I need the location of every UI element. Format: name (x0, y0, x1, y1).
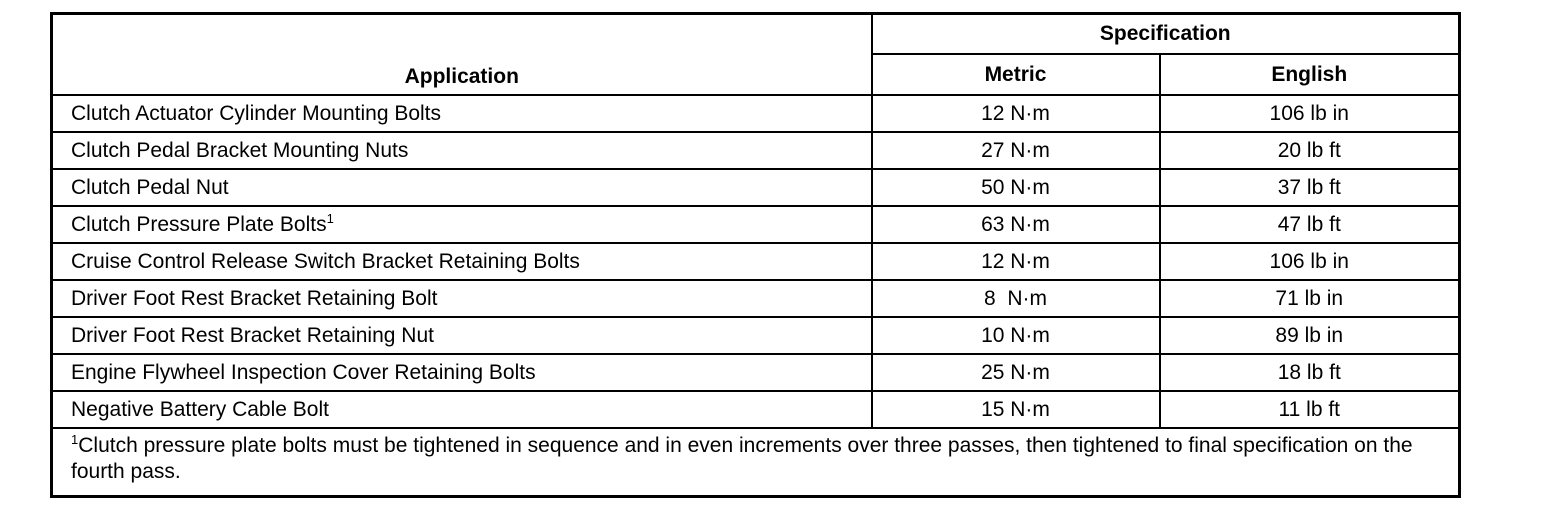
footnote-marker: 1 (326, 210, 334, 226)
english-cell: 11 lb ft (1160, 391, 1460, 428)
application-cell (52, 391, 872, 428)
metric-cell: 12 N·m (872, 95, 1160, 132)
application-cell (52, 132, 872, 169)
application-text: Negative Battery Cable Bolt (71, 397, 329, 421)
footnote-row (52, 428, 1460, 497)
application-cell (52, 169, 872, 206)
table-row (52, 391, 1460, 428)
english-column-header: English (1160, 54, 1460, 95)
metric-cell: 12 N·m (872, 243, 1160, 280)
table-row (52, 317, 1460, 354)
english-cell: 106 lb in (1160, 243, 1460, 280)
metric-cell: 8 N·m (872, 280, 1160, 317)
english-cell: 89 lb in (1160, 317, 1460, 354)
footnote-text: Clutch pressure plate bolts must be tightened in sequence and in even increments over three passes, then tightened to final specification on the fourth pass. (71, 434, 1413, 484)
application-text: Clutch Pedal Bracket Mounting Nuts (71, 138, 409, 162)
table-row (52, 132, 1460, 169)
footnote-marker: 1 (71, 432, 79, 447)
application-text: Clutch Actuator Cylinder Mounting Bolts (71, 101, 442, 125)
table-row (52, 243, 1460, 280)
specification-group-header: Specification (872, 14, 1460, 54)
application-text: Driver Foot Rest Bracket Retaining Bolt (71, 286, 438, 310)
metric-column-header: Metric (872, 54, 1160, 95)
metric-cell: 50 N·m (872, 169, 1160, 206)
table-row (52, 169, 1460, 206)
english-cell: 18 lb ft (1160, 354, 1460, 391)
application-cell (52, 206, 872, 243)
english-cell: 47 lb ft (1160, 206, 1460, 243)
application-text: Clutch Pedal Nut (71, 175, 229, 199)
application-cell (52, 280, 872, 317)
english-cell: 106 lb in (1160, 95, 1460, 132)
metric-cell: 27 N·m (872, 132, 1160, 169)
application-text: Clutch Pressure Plate Bolts (71, 212, 327, 236)
application-text: Engine Flywheel Inspection Cover Retaining Bolts (71, 360, 536, 384)
table-row (52, 280, 1460, 317)
application-cell (52, 95, 872, 132)
english-cell: 37 lb ft (1160, 169, 1460, 206)
application-cell (52, 317, 872, 354)
metric-cell: 10 N·m (872, 317, 1160, 354)
application-text: Cruise Control Release Switch Bracket Retaining Bolts (71, 249, 580, 273)
torque-specification-table (50, 12, 1461, 498)
english-cell: 20 lb ft (1160, 132, 1460, 169)
footnote-cell (52, 428, 1460, 497)
application-text: Driver Foot Rest Bracket Retaining Nut (71, 323, 434, 347)
table-row (52, 354, 1460, 391)
table-row (52, 95, 1460, 132)
table-row (52, 206, 1460, 243)
english-cell: 71 lb in (1160, 280, 1460, 317)
table-body (52, 95, 1460, 497)
application-column-header: Application (52, 14, 872, 96)
metric-cell: 25 N·m (872, 354, 1160, 391)
metric-cell: 15 N·m (872, 391, 1160, 428)
metric-cell: 63 N·m (872, 206, 1160, 243)
application-cell (52, 354, 872, 391)
application-cell (52, 243, 872, 280)
